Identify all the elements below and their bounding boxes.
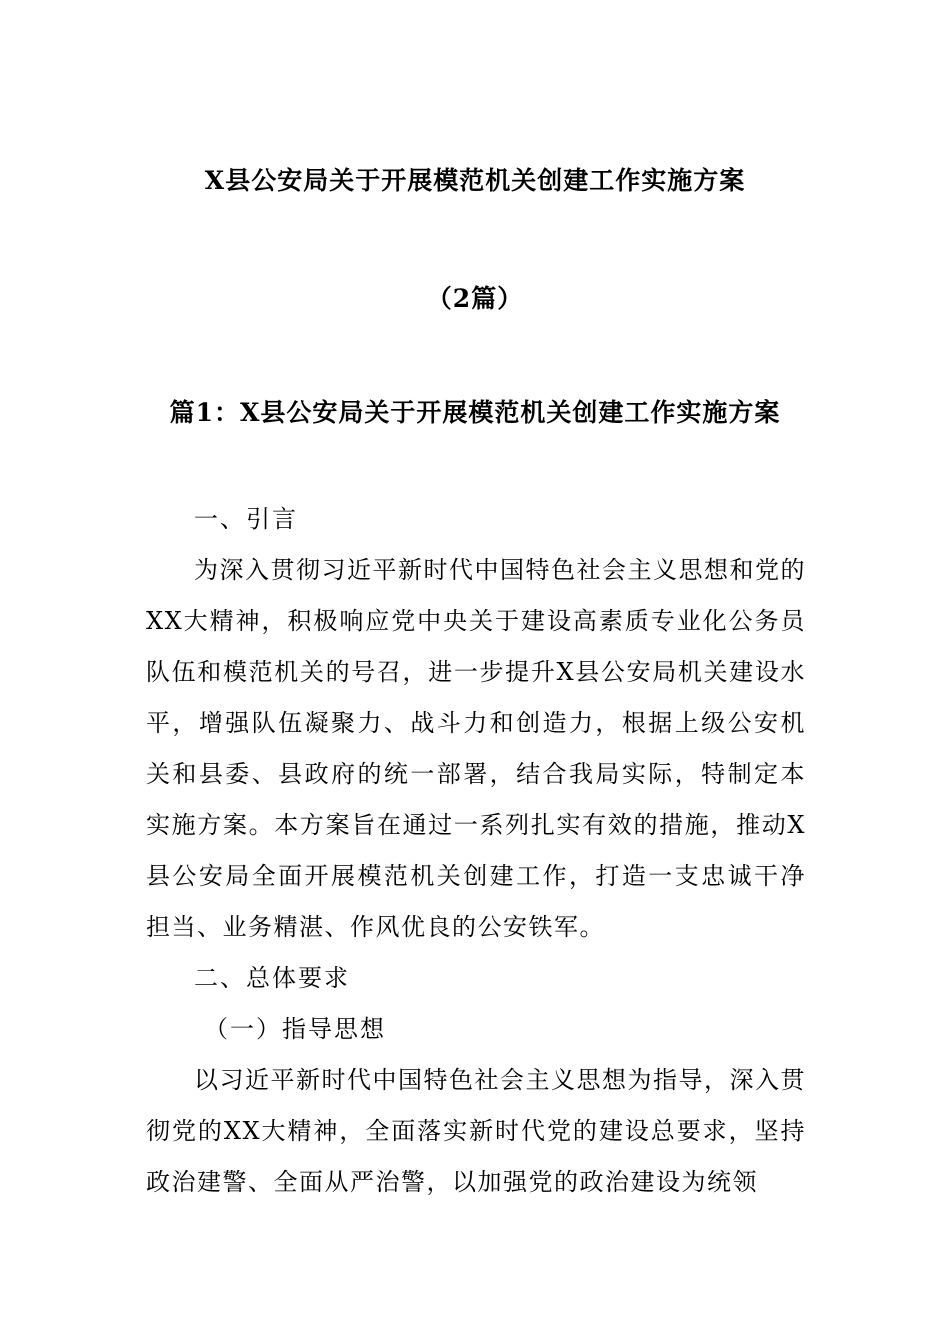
- subheading-guiding-ideology: （一）指导思想: [204, 1015, 386, 1043]
- document-body: [146, 494, 806, 1208]
- heading-general-requirements: 二、总体要求: [194, 964, 350, 992]
- section-title: 篇1：X县公安局关于开展模范机关创建工作实施方案: [169, 398, 781, 427]
- document-subtitle: （2篇）: [426, 284, 524, 313]
- heading-introduction: 一、引言: [194, 505, 298, 533]
- document-title: X县公安局关于开展模范机关创建工作实施方案: [204, 166, 746, 195]
- paragraph-introduction: 为深入贯彻习近平新时代中国特色社会主义思想和党的XX大精神，积极响应党中央关于建设高素质专业化公务员队伍和模范机关的号召，进一步提升X县公安局机关建设水平，增强队伍凝聚力、战斗力和创造力，根据上级公安机关和县委、县政府的统一部署，结合我局实际，特制定本实施方案。本方案旨在通过一系列扎实有效的措施，推动X县公安局全面开展模范机关创建工作，打造一支忠诚干净担当、业务精湛、作风优良的公安铁军。: [146, 556, 806, 941]
- paragraph-guiding-ideology: 以习近平新时代中国特色社会主义思想为指导，深入贯彻党的XX大精神，全面落实新时代党的建设总要求，坚持政治建警、全面从严治警，以加强党的政治建设为统领: [146, 1066, 806, 1196]
